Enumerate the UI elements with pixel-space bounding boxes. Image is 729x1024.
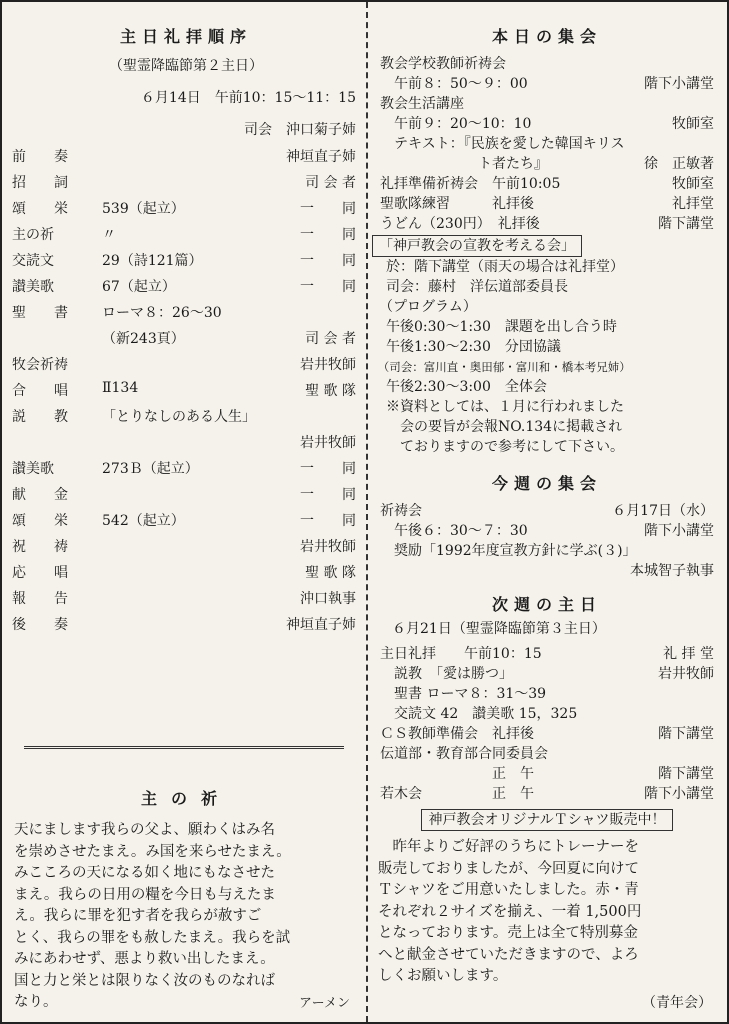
order-label: 頌 栄 — [12, 201, 68, 217]
text-line: 午後0:30〜1:30 課題を出し合う時 — [372, 319, 617, 335]
schedule-place: 階下講堂 — [658, 766, 714, 782]
order-label: 報 告 — [12, 591, 68, 607]
order-name: 一 同 — [300, 253, 356, 269]
schedule-row — [372, 703, 722, 723]
order-name: 聖 歌 隊 — [305, 565, 356, 581]
schedule-row — [372, 723, 722, 743]
tshirt-line: となっております。売上は全て特別募金 — [378, 925, 638, 941]
prayer-title: 主の祈 — [140, 789, 231, 808]
order-name: 岩井牧師 — [300, 539, 356, 555]
order-label: 交読文 — [12, 253, 54, 269]
schedule-text: 祈祷会 — [380, 503, 422, 519]
order-name: 一 同 — [300, 279, 356, 295]
order-name: 神垣直子姉 — [286, 149, 356, 165]
presider: 司会 沖口菊子姉 — [244, 122, 356, 138]
schedule-row — [372, 783, 722, 803]
order-name: 聖 歌 隊 — [305, 383, 356, 399]
schedule-text: ＣＳ教師準備会 礼拝後 — [380, 726, 534, 742]
schedule-row — [372, 743, 722, 763]
text-line: 於：階下講堂（雨天の場合は礼拝堂） — [372, 259, 624, 275]
schedule-text: 正 午 — [380, 766, 534, 782]
schedule-place: 階下小講堂 — [644, 523, 714, 539]
order-name: 一 同 — [300, 201, 356, 217]
order-label: 牧会祈祷 — [12, 357, 68, 373]
schedule-text: 主日礼拝 午前10：15 — [380, 646, 542, 662]
worship-subtitle: （聖霊降臨節第２主日） — [109, 58, 263, 74]
order-row — [10, 299, 362, 325]
order-detail: 67（起立） — [102, 279, 176, 295]
order-row — [10, 481, 362, 507]
text-line: 会の要旨が会報NO.134に掲載され — [372, 419, 623, 435]
schedule-place: 本城智子執事 — [630, 563, 714, 579]
order-detail: Ⅱ134 — [102, 380, 139, 396]
order-label: 聖 書 — [12, 305, 68, 321]
text-line: ※資料としては、１月に行われました — [372, 399, 624, 415]
schedule-row — [372, 683, 722, 703]
amen: アーメン — [299, 996, 350, 1011]
order-name: 沖口執事 — [300, 591, 356, 607]
schedule-row — [372, 133, 722, 153]
order-row — [10, 351, 362, 377]
tshirt-line: 昨年よりご好評のうちにトレーナーを — [378, 839, 639, 855]
text-line: ておりますので参考にして下さい。 — [372, 439, 624, 455]
schedule-row — [372, 93, 722, 113]
order-row — [10, 221, 362, 247]
order-label: 応 唱 — [12, 565, 68, 581]
order-name: 司 会 者 — [305, 331, 356, 347]
order-row — [10, 559, 362, 585]
order-row — [10, 195, 362, 221]
order-label: 前 奏 — [12, 149, 68, 165]
schedule-text: 交読文 42 讃美歌 15，325 — [380, 706, 578, 722]
order-row — [10, 247, 362, 273]
kobe-moderators: （司会：富川直・奥田郁・富川和・橋本考兄姉） — [372, 360, 631, 374]
order-row — [10, 507, 362, 533]
schedule-text: 午後６：30〜７：30 — [380, 523, 528, 539]
prayer-line: を崇めさせたまえ。み国を来らせたまえ。 — [14, 843, 291, 860]
youth-group: （青年会） — [642, 994, 712, 1011]
order-detail: ローマ８：26〜30 — [102, 305, 222, 321]
order-label: 献 金 — [12, 487, 68, 503]
text-line: 午後2:30〜3:00 全体会 — [372, 379, 547, 395]
tshirt-line: Ｔシャツをご用意いたしました。赤・青 — [378, 882, 639, 898]
order-label: 主の祈 — [12, 227, 54, 243]
tshirt-line: 販売しておりましたが、今回夏に向けて — [378, 860, 639, 877]
text-line: 午後1:30〜2:30 分団協議 — [372, 339, 561, 355]
order-name: 神垣直子姉 — [286, 617, 356, 633]
schedule-row — [372, 560, 722, 580]
order-row — [10, 377, 362, 403]
schedule-row — [372, 173, 722, 193]
order-row — [10, 585, 362, 611]
order-label: 説 教 — [12, 409, 68, 425]
schedule-row — [372, 213, 722, 233]
schedule-text: 礼拝準備祈祷会 午前10:05 — [380, 176, 561, 192]
schedule-text: 奨励「1992年度宣教方針に学ぶ(３)」 — [380, 543, 637, 559]
kobe-meeting-details-2 — [372, 377, 722, 457]
schedule-place: 岩井牧師 — [658, 666, 714, 682]
schedule-place: 徐 正敏著 — [644, 156, 714, 172]
order-label: 招 詞 — [12, 175, 68, 191]
order-label: 頌 栄 — [12, 513, 68, 529]
order-label: 合 唱 — [12, 383, 68, 399]
order-detail: 539（起立） — [102, 201, 185, 217]
schedule-place: 階下小講堂 — [644, 786, 714, 802]
tshirt-sale-text — [372, 837, 722, 988]
order-name: 一 同 — [300, 461, 356, 477]
next-sunday-title: 次週の主日 — [491, 595, 602, 614]
schedule-text: 伝道部・教育部合同委員会 — [380, 746, 548, 762]
order-detail: （新243頁） — [102, 331, 185, 347]
kobe-meeting-details — [372, 257, 722, 357]
worship-order-list — [10, 143, 362, 637]
prayer-line: まえ。我らの日用の糧を今日も与えたま — [14, 886, 276, 903]
next-sunday-schedule — [372, 643, 722, 803]
prayer-line: みこころの天になる如く地にもなさせた — [14, 865, 275, 881]
schedule-text: うどん（230円） 礼拝後 — [380, 216, 540, 232]
prayer-divider — [24, 746, 344, 749]
order-name: 岩井牧師 — [300, 435, 356, 451]
order-row — [10, 169, 362, 195]
prayer-line: 国と力と栄とは限りなく汝のものなれば — [14, 972, 275, 989]
order-label: 祝 祷 — [12, 539, 68, 555]
schedule-place: 階下小講堂 — [644, 76, 714, 92]
next-sunday-date: ６月21日（聖霊降臨節第３主日） — [392, 621, 606, 637]
order-label: 後 奏 — [12, 617, 68, 633]
column-divider — [366, 2, 368, 1022]
schedule-row — [372, 53, 722, 73]
schedule-row — [372, 663, 722, 683]
text-line: 司会：藤村 洋伝道部委員長 — [372, 279, 568, 295]
lords-prayer — [10, 820, 362, 1014]
schedule-text: 午前８：50〜９：00 — [380, 76, 528, 92]
prayer-line: え。我らに罪を犯す者を我らが赦すご — [14, 908, 262, 924]
order-row — [10, 325, 362, 351]
schedule-text: テキスト：『民族を愛した韓国キリス — [380, 136, 625, 152]
schedule-text: 聖歌隊練習 礼拝後 — [380, 196, 534, 212]
this-week-meetings — [372, 500, 722, 580]
schedule-text: 教会生活講座 — [380, 96, 464, 112]
order-row — [10, 429, 362, 455]
schedule-text: 午前９：20〜10：10 — [380, 116, 532, 132]
schedule-row — [372, 153, 722, 173]
order-row — [10, 611, 362, 637]
prayer-line: 天にまします我らの父よ、願わくはみ名 — [14, 822, 275, 838]
order-name: 一 同 — [300, 227, 356, 243]
schedule-place: ６月17日（水） — [612, 503, 714, 519]
text-line: （プログラム） — [372, 299, 477, 315]
order-row — [10, 455, 362, 481]
kobe-meeting-title: 「神戸教会の宣教を考える会」 — [372, 235, 582, 257]
schedule-row — [372, 193, 722, 213]
worship-date: ６月14日 午前10：15〜11：15 — [140, 90, 356, 106]
schedule-place: 階下講堂 — [658, 216, 714, 232]
tshirt-line: それぞれ２サイズを揃え、一着 1,500円 — [378, 903, 642, 920]
schedule-place: 礼拝堂 — [672, 196, 714, 212]
schedule-row — [372, 520, 722, 540]
schedule-place: 牧師室 — [672, 116, 714, 132]
prayer-line: みにあわせず、悪より救い出したまえ。 — [14, 951, 275, 967]
this-week-title: 今週の集会 — [491, 474, 602, 493]
schedule-text: 説教 「愛は勝つ」 — [380, 666, 513, 682]
tshirt-sale-title: 神戸教会オリジナルＴシャツ販売中！ — [421, 809, 672, 831]
order-detail: 「とりなしのある人生」 — [102, 409, 256, 425]
prayer-line: なり。 — [14, 994, 58, 1010]
today-meetings-title: 本日の集会 — [491, 27, 602, 46]
prayer-line: とく、我らの罪をも赦したまえ。我らを試 — [14, 929, 291, 946]
schedule-text: 聖書 ローマ８：31〜39 — [380, 686, 547, 702]
schedule-place: 牧師室 — [672, 176, 714, 192]
right-column — [372, 2, 722, 1022]
order-label: 讃美歌 — [12, 461, 54, 477]
left-column — [10, 2, 362, 1022]
order-detail: 273Ｂ（起立） — [102, 461, 199, 477]
tshirt-line: へと献金させていただきますので、よろ — [378, 946, 639, 963]
today-meetings — [372, 53, 722, 233]
order-name: 岩井牧師 — [300, 357, 356, 373]
order-name: 一 同 — [300, 487, 356, 503]
order-detail: 29（詩121篇） — [102, 253, 203, 269]
schedule-text: ト者たち』 — [380, 156, 548, 172]
order-detail: 542（起立） — [102, 513, 185, 529]
worship-order-title: 主日礼拝順序 — [119, 27, 252, 46]
order-name: 司 会 者 — [305, 175, 356, 191]
schedule-place: 礼 拝 堂 — [663, 646, 714, 662]
order-row — [10, 533, 362, 559]
schedule-row — [372, 113, 722, 133]
schedule-text: 若木会 正 午 — [380, 786, 534, 802]
order-name: 一 同 — [300, 513, 356, 529]
order-row — [10, 143, 362, 169]
schedule-place: 階下講堂 — [658, 726, 714, 742]
order-row — [10, 273, 362, 299]
schedule-row — [372, 763, 722, 783]
order-label: 讃美歌 — [12, 279, 54, 295]
schedule-text: 教会学校教師祈祷会 — [380, 56, 506, 72]
tshirt-line: しくお願いします。 — [378, 968, 508, 984]
schedule-row — [372, 500, 722, 520]
schedule-row — [372, 73, 722, 93]
order-row — [10, 403, 362, 429]
order-detail: 〃 — [102, 227, 116, 243]
schedule-row — [372, 643, 722, 663]
schedule-row — [372, 540, 722, 560]
